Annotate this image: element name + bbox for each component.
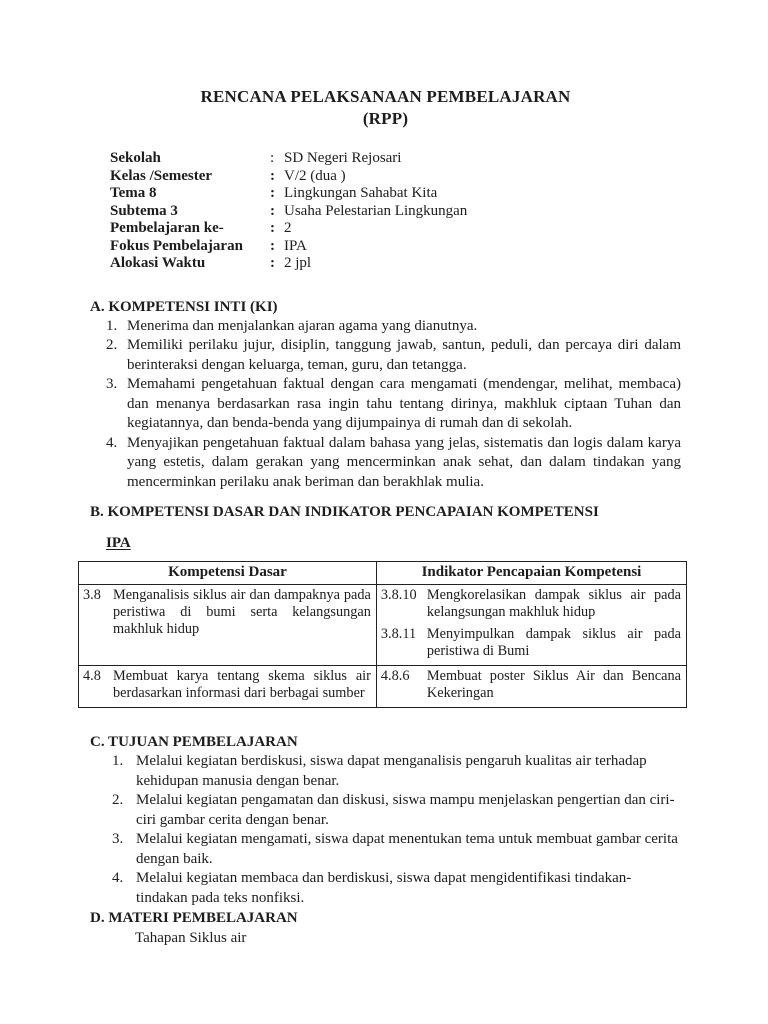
kd-entry	[83, 668, 371, 702]
subject-label-ipa: IPA	[106, 535, 131, 551]
info-label: Fokus Pembelajaran	[110, 237, 243, 254]
kd-number: 4.8	[83, 668, 101, 684]
list-item-text: Memahami pengetahuan faktual dengan cara mengamati (mendengar, melihat, membaca) dan menanya berdasarkan rasa ingin tahu tentang dirinya, makhluk ciptaan Tuhan dan kegiatannya, dan benda-benda yang dijumpainya di rumah dan di sekolah.	[127, 376, 681, 431]
section-tujuan-pembelajaran	[90, 732, 681, 908]
list-item-number: 1.	[112, 753, 124, 769]
info-row-alokasi-waktu	[110, 255, 681, 273]
list-item	[112, 830, 681, 869]
list-item	[106, 375, 681, 434]
section-kompetensi-inti	[90, 297, 681, 493]
info-colon: :	[270, 167, 275, 184]
list-item-number: 3.	[112, 831, 124, 847]
kd-cell	[79, 666, 377, 708]
indicator-entry	[381, 626, 681, 660]
info-colon: :	[270, 255, 275, 271]
list-item-number: 4.	[112, 870, 124, 886]
info-label: Alokasi Waktu	[110, 255, 206, 271]
info-colon: :	[270, 220, 275, 236]
indicator-number: 3.8.11	[380, 626, 417, 642]
table-row	[79, 666, 687, 708]
kompetensi-inti-list	[106, 317, 681, 493]
indicator-text: Membuat poster Siklus Air dan Bencana Kekeringan	[426, 668, 681, 701]
document-info-block	[110, 150, 681, 273]
section-b-heading: B. KOMPETENSI DASAR DAN INDIKATOR PENCAPAIAN KOMPETENSI	[90, 504, 599, 520]
list-item-number: 1.	[106, 317, 118, 334]
list-item	[112, 752, 681, 791]
indicator-cell	[376, 585, 686, 666]
indicator-number: 3.8.10	[380, 587, 417, 603]
list-item	[112, 869, 681, 908]
table-header-kompetensi-dasar: Kompetensi Dasar	[79, 562, 377, 585]
indicator-number: 4.8.6	[380, 668, 410, 684]
list-item-text: Menerima dan menjalankan ajaran agama yang dianutnya.	[127, 317, 478, 334]
info-colon: :	[270, 185, 275, 201]
title-line-1: RENCANA PELAKSANAAN PEMBELAJARAN	[200, 87, 571, 106]
list-item-number: 3.	[106, 376, 118, 392]
info-colon: :	[270, 237, 275, 254]
kompetensi-dasar-table	[78, 561, 687, 708]
info-label: Subtema 3	[110, 202, 178, 219]
section-d-heading: D. MATERI PEMBELAJARAN	[90, 910, 298, 926]
info-value: Lingkungan Sahabat Kita	[284, 185, 438, 201]
list-item-number: 2.	[112, 792, 124, 808]
info-value: SD Negeri Rejosari	[284, 150, 402, 166]
info-label: Kelas /Semester	[110, 167, 213, 184]
list-item-text: Melalui kegiatan berdiskusi, siswa dapat menganalisis pengaruh kualitas air terhadap kehidupan manusia dengan benar.	[136, 753, 647, 789]
info-row-sekolah	[110, 150, 681, 168]
info-value: 2 jpl	[284, 255, 312, 271]
table-header-row	[79, 562, 687, 585]
info-label: Sekolah	[110, 150, 161, 166]
info-row-tema	[110, 185, 681, 203]
document-title	[90, 86, 681, 130]
indicator-text: Menyimpulkan dampak siklus air pada peristiwa di Bumi	[426, 626, 681, 659]
list-item-number: 2.	[106, 337, 118, 353]
kd-text: Menganalisis siklus air dan dampaknya pada peristiwa di bumi serta kelangsungan makhluk hidup	[113, 587, 371, 637]
table-header-indikator: Indikator Pencapaian Kompetensi	[376, 562, 686, 585]
materi-pembelajaran-content: Tahapan Siklus air	[135, 930, 247, 946]
indicator-entry	[381, 668, 681, 702]
info-row-kelas-semester	[110, 168, 681, 186]
info-value: IPA	[284, 237, 307, 254]
section-c-heading: C. TUJUAN PEMBELAJARAN	[90, 734, 298, 750]
list-item-text: Melalui kegiatan pengamatan dan diskusi, siswa mampu menjelaskan pengertian dan ciri-ciri gambar cerita dengan benar.	[136, 792, 675, 828]
list-item-text: Memiliki perilaku jujur, disiplin, tanggung jawab, santun, peduli, dan percaya diri dalam berinteraksi dengan keluarga, teman, guru, dan tetangga.	[127, 337, 681, 373]
title-line-2: (RPP)	[362, 109, 409, 128]
section-a-heading: A. KOMPETENSI INTI (KI)	[90, 298, 278, 315]
list-item	[106, 434, 681, 493]
indicator-cell	[376, 666, 686, 708]
info-row-subtema	[110, 203, 681, 221]
table-row	[79, 585, 687, 666]
indicator-entry	[381, 587, 681, 621]
tujuan-pembelajaran-list	[112, 752, 681, 908]
info-value: 2	[284, 220, 292, 236]
section-kompetensi-dasar	[83, 502, 681, 708]
kd-entry	[83, 587, 371, 638]
list-item-text: Melalui kegiatan membaca dan berdiskusi, siswa dapat mengidentifikasi tindakan-tindakan pada teks nonfiksi.	[136, 870, 632, 906]
kd-number: 3.8	[83, 587, 101, 603]
info-row-fokus-pembelajaran	[110, 238, 681, 256]
list-item-text: Melalui kegiatan mengamati, siswa dapat menentukan tema untuk membuat gambar cerita dengan baik.	[136, 831, 678, 867]
kd-text: Membuat karya tentang skema siklus air berdasarkan informasi dari berbagai sumber	[113, 668, 371, 701]
section-materi-pembelajaran	[90, 908, 681, 948]
list-item	[106, 336, 681, 375]
info-value: V/2 (dua )	[284, 167, 346, 184]
info-row-pembelajaran-ke	[110, 220, 681, 238]
list-item-number: 4.	[106, 434, 118, 451]
list-item	[106, 317, 681, 337]
list-item-text: Menyajikan pengetahuan faktual dalam bahasa yang jelas, sistematis dan logis dalam karya yang estetis, dalam gerakan yang mencerminkan anak sehat, dan dalam tindakan yang mencerminkan perilaku anak beriman dan berakhlak mulia.	[127, 434, 681, 490]
info-label: Tema 8	[110, 185, 157, 201]
info-colon: :	[270, 150, 275, 166]
info-colon: :	[270, 202, 275, 219]
kd-cell	[79, 585, 377, 666]
indicator-text: Mengkorelasikan dampak siklus air pada kelangsungan makhluk hidup	[426, 587, 681, 620]
list-item	[112, 791, 681, 830]
info-value: Usaha Pelestarian Lingkungan	[284, 202, 468, 219]
info-label: Pembelajaran ke-	[110, 220, 224, 236]
